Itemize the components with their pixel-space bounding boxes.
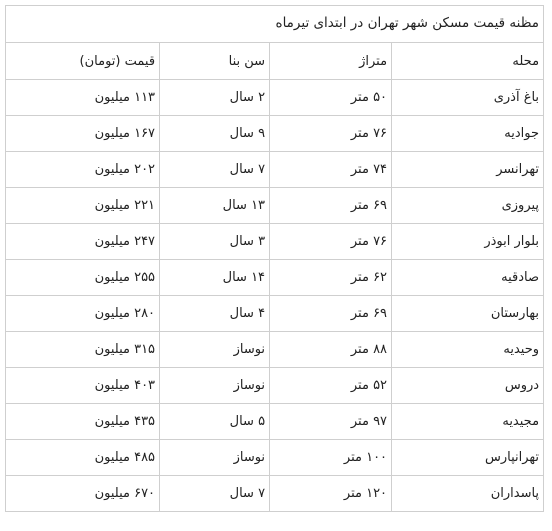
cell-neighborhood: بهارستان xyxy=(392,296,544,332)
column-header-area: متراژ xyxy=(270,43,392,80)
cell-building-age: ۷ سال xyxy=(160,476,270,512)
table-row xyxy=(6,440,544,476)
cell-neighborhood: دروس xyxy=(392,368,544,404)
cell-building-age: ۱۴ سال xyxy=(160,260,270,296)
cell-area: ۶۹ متر xyxy=(270,188,392,224)
cell-area: ۸۸ متر xyxy=(270,332,392,368)
cell-neighborhood: صادقیه xyxy=(392,260,544,296)
cell-price: ۶۷۰ میلیون xyxy=(6,476,160,512)
cell-price: ۲۲۱ میلیون xyxy=(6,188,160,224)
cell-area: ۷۴ متر xyxy=(270,152,392,188)
cell-neighborhood: تهرانسر xyxy=(392,152,544,188)
cell-area: ۹۷ متر xyxy=(270,404,392,440)
column-header-building-age: سن بنا xyxy=(160,43,270,80)
cell-building-age: ۹ سال xyxy=(160,116,270,152)
cell-building-age: ۲ سال xyxy=(160,80,270,116)
cell-neighborhood: پاسداران xyxy=(392,476,544,512)
cell-price: ۲۴۷ میلیون xyxy=(6,224,160,260)
cell-building-age: ۱۳ سال xyxy=(160,188,270,224)
cell-price: ۳۱۵ میلیون xyxy=(6,332,160,368)
price-table-container xyxy=(5,5,543,525)
column-header-price: قیمت (تومان) xyxy=(6,43,160,80)
cell-area: ۷۶ متر xyxy=(270,224,392,260)
cell-area: ۱۲۰ متر xyxy=(270,476,392,512)
table-row xyxy=(6,368,544,404)
table-row xyxy=(6,116,544,152)
cell-building-age: ۵ سال xyxy=(160,404,270,440)
table-row xyxy=(6,224,544,260)
housing-price-table xyxy=(5,5,544,512)
cell-neighborhood: جوادیه xyxy=(392,116,544,152)
column-header-neighborhood: محله xyxy=(392,43,544,80)
cell-price: ۴۰۳ میلیون xyxy=(6,368,160,404)
cell-area: ۷۶ متر xyxy=(270,116,392,152)
cell-building-age: ۴ سال xyxy=(160,296,270,332)
table-row xyxy=(6,152,544,188)
cell-area: ۱۰۰ متر xyxy=(270,440,392,476)
cell-price: ۴۳۵ میلیون xyxy=(6,404,160,440)
cell-price: ۲۰۲ میلیون xyxy=(6,152,160,188)
table-title: مظنه قیمت مسکن شهر تهران در ابتدای تیرماه xyxy=(6,6,544,43)
table-row xyxy=(6,80,544,116)
table-row xyxy=(6,188,544,224)
table-row xyxy=(6,476,544,512)
table-caption-row xyxy=(6,6,544,43)
cell-neighborhood: وحیدیه xyxy=(392,332,544,368)
cell-building-age: ۷ سال xyxy=(160,152,270,188)
cell-building-age: ۳ سال xyxy=(160,224,270,260)
cell-price: ۲۸۰ میلیون xyxy=(6,296,160,332)
table-row xyxy=(6,404,544,440)
cell-neighborhood: باغ آذری xyxy=(392,80,544,116)
table-header-row xyxy=(6,43,544,80)
cell-neighborhood: بلوار ابوذر xyxy=(392,224,544,260)
cell-neighborhood: پیروزی xyxy=(392,188,544,224)
cell-price: ۱۶۷ میلیون xyxy=(6,116,160,152)
cell-area: ۵۰ متر xyxy=(270,80,392,116)
cell-area: ۶۲ متر xyxy=(270,260,392,296)
table-row xyxy=(6,296,544,332)
cell-area: ۶۹ متر xyxy=(270,296,392,332)
cell-area: ۵۲ متر xyxy=(270,368,392,404)
cell-price: ۴۸۵ میلیون xyxy=(6,440,160,476)
table-row xyxy=(6,332,544,368)
table-row xyxy=(6,260,544,296)
cell-neighborhood: مجیدیه xyxy=(392,404,544,440)
cell-building-age: نوساز xyxy=(160,332,270,368)
cell-building-age: نوساز xyxy=(160,368,270,404)
cell-neighborhood: تهرانپارس xyxy=(392,440,544,476)
cell-price: ۲۵۵ میلیون xyxy=(6,260,160,296)
cell-price: ۱۱۳ میلیون xyxy=(6,80,160,116)
cell-building-age: نوساز xyxy=(160,440,270,476)
